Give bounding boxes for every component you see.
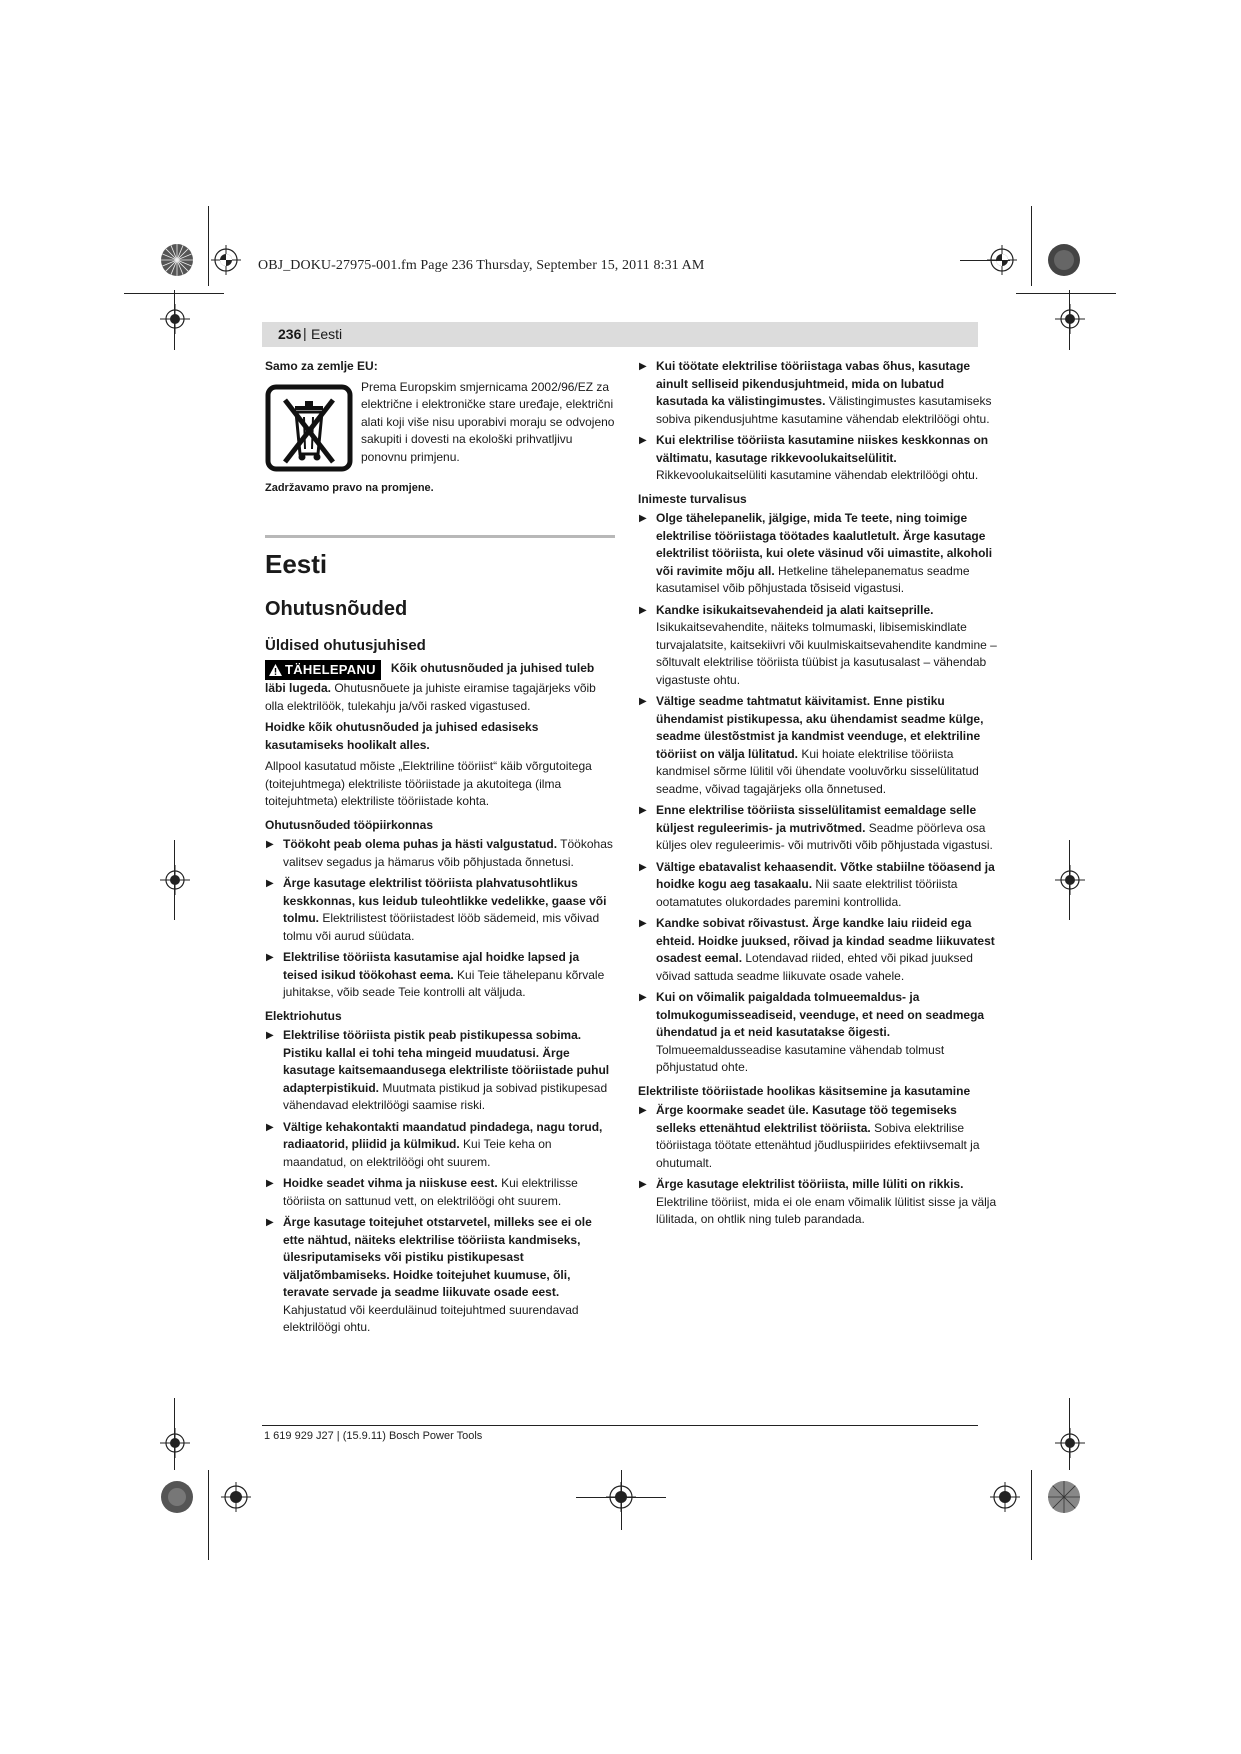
outdoor-list: [638, 358, 998, 485]
item-bold: Ärge kasutage elektrilist tööriista, mille lüliti on rikkis.: [656, 1177, 964, 1191]
bullet-arrow-icon: ▶: [639, 861, 647, 873]
list-item: [638, 915, 998, 985]
item-text: Nii saate elektrilist tööriista ootamatutes olukordades paremini kontrollida.: [656, 877, 958, 909]
item-text: Hetkeline tähelepanematus seadme kasutamisel võib põhjustada tõsiseid vigastusi.: [656, 563, 970, 595]
list-item: [638, 802, 998, 855]
page-header: [262, 322, 978, 347]
item-text: Välistingimustes kasutamiseks sobiva pikendusjuhtme kasutamine vähendab elektrilöögi ohtu.: [656, 394, 992, 426]
item-bold: Kandke sobivat rõivastust. Ärge kandke laiu riideid ega ehteid. Hoidke juuksed, rõivad ja kindad seadme liikuvatest osadest eemal.: [656, 916, 995, 965]
item-bold: Enne elektrilise tööriista sisselülitamist eemaldage selle küljest reguleerimis- ja mutrivõtmed.: [656, 803, 977, 835]
item-bold: Olge tähelepanelik, jälgige, mida Te teete, ning toimige elektrilise tööriistaga töötades kaalutletult. Ärge kasutage elektrilist tööriista, kui olete väsinud või uimastite, alkoholi või ravimite mõju all.: [656, 511, 993, 578]
item-bold: Vältige kehakontakti maandatud pindadega, nagu torud, radiaatorid, pliidid ja külmikud.: [283, 1119, 603, 1151]
bullet-arrow-icon: ▶: [639, 513, 647, 524]
crosshair-icon: [160, 304, 190, 334]
item-text: Sobiva elektrilise tööriistaga töötate ettenähtud jõudluspiirides efektiivsemalt ja ohutumalt.: [656, 1120, 980, 1170]
list-item: [265, 1027, 615, 1115]
warning-badge-label: TÄHELEPANU: [285, 662, 376, 677]
crosshair-icon: [221, 1482, 251, 1512]
item-text: Isikukaitsevahendite, näiteks tolmumaski, libisemiskindlate turvajalatsite, kaitsekiivri või kuulmiskaitsevahendite kandmine – sõltuvalt elektrilise tööriista tüübist ja kasutusalast – vähendab vigastuste ohtu.: [656, 620, 997, 687]
item-text: Kui Teie tähelepanu kõrvale juhitakse, võib seade Teie kontrolli alt väljuda.: [283, 967, 605, 999]
bullet-arrow-icon: ▶: [639, 435, 647, 446]
bullet-arrow-icon: ▶: [639, 1105, 647, 1116]
item-text: Tolmueemaldusseadise kasutamine vähendab tolmust põhjustatud ohte.: [656, 1042, 945, 1074]
item-text: Kui hoiate elektrilise tööriista kandmisel sõrme lülitil või ühendate vooluvõrku sisselülitatud seadme, võivad tagajärjeks olla õnnetused.: [656, 746, 979, 796]
item-text: Rikkevoolukaitselüliti kasutamine vähendab elektrilöögi ohtu.: [656, 468, 979, 482]
handling-list: [638, 1102, 998, 1229]
item-bold: Hoidke seadet vihma ja niiskuse eest.: [283, 1176, 498, 1190]
item-bold: Vältige ebatavalist kehaasendit. Võtke stabiilne tööasend ja hoidke kogu aeg tasakaalu.: [656, 859, 995, 891]
list-item: [265, 836, 615, 871]
crosshair-icon: [1055, 304, 1085, 334]
eu-text: Prema Europskim smjernicama 2002/96/EZ za električne i elektroničke stare uređaje, električni alati koji više nisu uporabivi moraju se odvojeno sakupiti i dovesti na ekološki prihvatljivu ponovnu primjenu.: [361, 379, 615, 464]
bullet-arrow-icon: ▶: [639, 604, 647, 616]
electrical-heading: Elektriohutus: [265, 1008, 342, 1023]
item-text: Kui Teie keha on maandatud, on elektrilöögi oht suurem.: [283, 1137, 552, 1169]
warning-paragraph: [265, 660, 615, 715]
keep-instructions: Hoidke kõik ohutusnõuded ja juhised edasiseks kasutamiseks hoolikalt alles.: [265, 720, 539, 752]
item-bold: Elektrilise tööriista kasutamise ajal hoidke lapsed ja teised isikud töökohast eema.: [283, 950, 580, 982]
crosshair-icon: [990, 1482, 1020, 1512]
reserve-note: Zadržavamo pravo na promjene.: [265, 481, 434, 494]
term-definition: Allpool kasutatud mõiste „Elektriline tööriist“ käib võrgutoitega (toitejuhtmega) elektriliste tööriistade ja akutoitega (ilma toitejuhtmeta) elektriliste tööriistade kohta.: [265, 759, 592, 808]
list-item: [638, 510, 998, 598]
item-bold: Ärge kasutage elektrilist tööriista plahvatusohtlikus keskkonnas, kus leidub tuleohtlikke vedelikke, gaase või tolmu.: [283, 876, 607, 925]
section-divider: [265, 535, 615, 538]
item-bold: Kui elektrilise tööriista kasutamine niiskes keskkonnas on vältimatu, kasutage rikkevoolukaitselülitit.: [656, 433, 989, 465]
list-item: [638, 602, 998, 690]
bullet-arrow-icon: ▶: [639, 1179, 647, 1190]
section-name: Eesti: [311, 326, 343, 342]
item-bold: Kui on võimalik paigaldada tolmueemaldus- ja tolmukogumisseadiseid, veenduge, et need on seadmega ühendatud ja et neid kasutatakse õigesti.: [656, 990, 985, 1039]
eu-heading: Samo za zemlje EU:: [265, 359, 378, 373]
item-bold: Töökoht peab olema puhas ja hästi valgustatud.: [283, 837, 558, 851]
handling-heading: Elektriliste tööriistade hoolikas käsitsemine ja kasutamine: [638, 1083, 971, 1098]
bullet-arrow-icon: ▶: [639, 696, 647, 707]
bullet-arrow-icon: ▶: [266, 1121, 274, 1133]
bullet-arrow-icon: ▶: [266, 952, 274, 963]
item-text: Seadme pöörleva osa küljes olev reguleerimis- või mutrivõti võib põhjustada vigastusi.: [656, 820, 993, 852]
item-bold: Elektrilise tööriista pistik peab pistikupessa sobima. Pistiku kallal ei tohi teha mingeid muudatusi. Ärge kasutage kaitsemaandusega elektriliste tööriistade puhul adapterpistikuid.: [283, 1028, 610, 1095]
file-info: OBJ_DOKU-27975-001.fm Page 236 Thursday, September 15, 2011 8:31 AM: [258, 258, 705, 273]
list-item: [638, 1176, 998, 1229]
bullet-arrow-icon: ▶: [639, 805, 647, 816]
electrical-list: [265, 1027, 615, 1337]
item-bold: Kandke isikukaitsevahendeid ja alati kaitseprille.: [656, 602, 934, 617]
list-item: [265, 875, 615, 945]
personal-safety-heading: Inimeste turvalisus: [638, 491, 747, 506]
item-bold: Vältige seadme tahtmatut käivitamist. Enne pistiku ühendamist pistikupessa, aku ühendamist seadme külge, seadme ülestõstmist ja kandmist veenduge, et elektriline tööriist on välja lülitatud.: [656, 694, 984, 761]
crosshair-icon: [1055, 1428, 1085, 1458]
item-text: Töökohas valitsev segadus ja hämarus võib põhjustada õnnetusi.: [283, 837, 613, 869]
page-number: 236: [278, 326, 302, 342]
list-item: [638, 358, 998, 428]
list-item: [265, 1119, 615, 1172]
color-wheel-icon: [160, 1480, 194, 1514]
crosshair-icon: [1055, 865, 1085, 895]
list-item: [265, 949, 615, 1002]
list-item: [265, 1175, 615, 1210]
crosshair-icon: [160, 1428, 190, 1458]
bullet-arrow-icon: ▶: [639, 361, 647, 372]
item-bold: Ärge kasutage toitejuhet otstarvetel, milleks see ei ole ette nähtud, näiteks elektrilise tööriista kandmiseks, ülesriputamiseks või pistiku pistikupesast väljatõmbamiseks. Hoidke toitejuhet kuumuse, õli, teravate servade ja seadme liikuvate osade eest.: [283, 1215, 592, 1299]
item-text: Muutmata pistikud ja sobivad pistikupesad vähendavad elektrilöögi saamise riski.: [283, 1080, 608, 1112]
item-text: Elektriline tööriist, mida ei ole enam võimalik lülitist sisse ja välja lülitada, on ohtlik ning tuleb parandada.: [656, 1194, 997, 1226]
bullet-arrow-icon: ▶: [266, 1217, 274, 1228]
color-wheel-icon: [1047, 243, 1081, 277]
workplace-list: [265, 836, 615, 1002]
general-safety-heading: Üldised ohutusjuhised: [265, 637, 426, 654]
left-column: [265, 358, 615, 1341]
crosshair-icon: [211, 245, 241, 275]
warning-triangle-icon: [268, 663, 283, 677]
safety-heading: Ohutusnõuded: [265, 598, 408, 620]
list-item: [638, 989, 998, 1077]
footer-rule: [262, 1425, 978, 1426]
item-bold: Kui töötate elektrilise tööriistaga vabas õhus, kasutage ainult selliseid pikendusjuhtmeid, mida on lubatud kasutada ka välistingimustes.: [656, 359, 971, 408]
weee-crossed-bin-icon: [265, 384, 353, 472]
item-text: Lotendavad riided, ehted või pikad juuksed võivad sattuda seadme liikuvate osade vahele.: [656, 951, 973, 983]
bullet-arrow-icon: ▶: [266, 839, 274, 850]
list-item: [638, 693, 998, 798]
list-item: [638, 432, 998, 485]
crosshair-icon: [606, 1482, 636, 1512]
bullet-arrow-icon: ▶: [266, 1178, 274, 1189]
warning-bold: Kõik ohutusnõuded ja juhised tuleb läbi lugeda.: [265, 661, 595, 695]
item-text: Kahjustatud või keerduläinud toitejuhtmed suurendavad elektrilöögi ohtu.: [283, 1302, 579, 1334]
weee-block: [265, 379, 615, 472]
bullet-arrow-icon: ▶: [639, 918, 647, 929]
header-separator: |: [303, 325, 307, 341]
workplace-heading: Ohutusnõuded tööpiirkonnas: [265, 817, 433, 832]
bullet-arrow-icon: ▶: [266, 878, 274, 889]
right-column: [638, 358, 998, 1233]
list-item: [638, 859, 998, 912]
item-text: Elektrilistest tööriistadest lööb sädemeid, mis võivad tolmu või aurud süüdata.: [283, 911, 600, 943]
page-footer: 1 619 929 J27 | (15.9.11) Bosch Power Tools: [264, 1430, 483, 1442]
bullet-arrow-icon: ▶: [639, 992, 647, 1003]
crosshair-icon: [160, 865, 190, 895]
color-wheel-icon: [1047, 1480, 1081, 1514]
language-heading: Eesti: [265, 549, 328, 579]
color-wheel-icon: [160, 243, 194, 277]
warning-text: Ohutusnõuete ja juhiste eiramise tagajärjeks võib olla elektrilöök, tulekahju ja/või rasked vigastused.: [265, 681, 596, 713]
bullet-arrow-icon: ▶: [266, 1030, 274, 1041]
item-text: Kui elektrilisse tööriista on sattunud vett, on elektrilöögi oht suurem.: [283, 1176, 578, 1208]
personal-list: [638, 510, 998, 1077]
list-item: [638, 1102, 998, 1172]
list-item: [265, 1214, 615, 1337]
warning-badge: [265, 660, 381, 680]
item-bold: Ärge koormake seadet üle. Kasutage töö tegemiseks selleks ettenähtud elektrilist tööriista.: [656, 1103, 957, 1135]
